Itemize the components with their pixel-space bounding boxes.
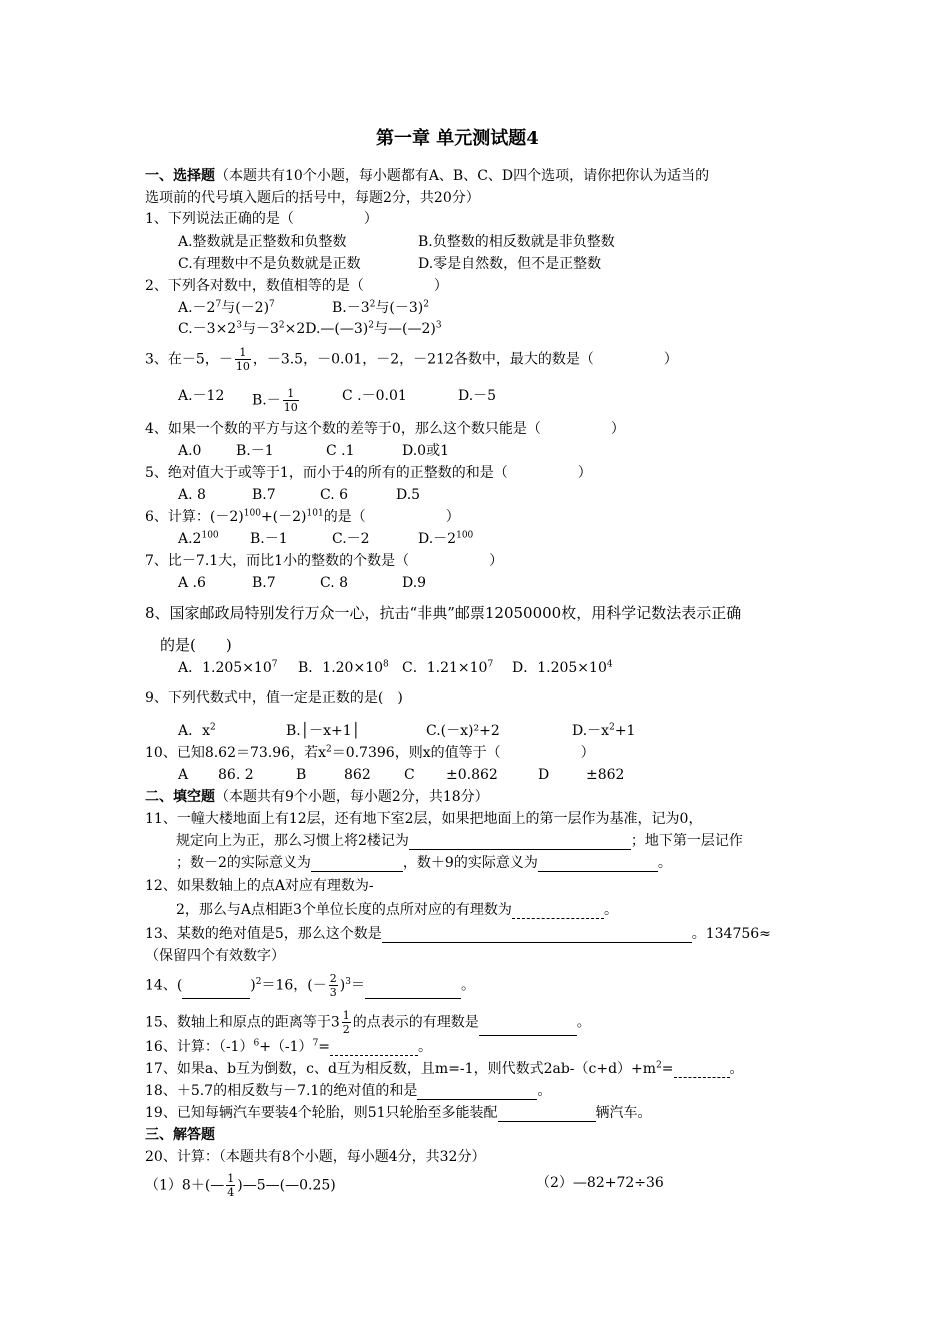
answer-blank[interactable] xyxy=(498,1121,596,1122)
q10-option-d-value: ±862 xyxy=(586,767,625,783)
q9-option-d: $D.-x^2+1$ xyxy=(572,722,636,739)
q20-part-2: （2）—82+72÷36 xyxy=(536,1175,664,1191)
q9-option-a: A．$x^2$ xyxy=(178,722,216,739)
q5-option-d: D.5 xyxy=(396,487,421,503)
q10-option-a-value: 86. 2 xyxy=(218,767,254,783)
fraction: $\frac{1}{10}$ xyxy=(235,346,250,373)
fraction: $\frac{1}{10}$ xyxy=(283,387,298,414)
answer-blank[interactable] xyxy=(365,998,461,999)
q8-option-d: D．$1.205\times 10^4$ xyxy=(512,659,613,676)
fraction: $\frac{1}{2}$ xyxy=(342,1009,350,1036)
question-1: 1、下列说法正确的是（ ） xyxy=(145,211,378,227)
q4-option-a: A.0 xyxy=(178,443,202,459)
q5-option-c: C. 6 xyxy=(320,487,349,503)
question-11-line-3: ；数－2的实际意义为 ，数＋9的实际意义为 。 xyxy=(176,855,672,871)
q4-option-b: B.－1 xyxy=(236,443,274,459)
question-17: 17、如果a、b互为倒数，c、d互为相反数，且m=-1，则代数式$2ab-(c+d)+m^2=$ 。 xyxy=(145,1060,744,1077)
answer-blank[interactable] xyxy=(674,1077,730,1078)
q20-part-1: （1）8＋(— $\frac{1}{4}$ )—5—(—0.25) xyxy=(145,1172,336,1199)
q1-option-c: C.有理数中不是负数就是正数 xyxy=(178,256,361,272)
q9-option-b: B.│－x+1│ xyxy=(286,723,361,739)
q2-option-b: $B.-3^2$与$(-3)^2$ xyxy=(332,299,429,316)
question-16: 16、计算：$(-1)^6+(-1)^7=$ 。 xyxy=(145,1038,433,1055)
fraction: $\frac{1}{4}$ xyxy=(227,1172,235,1199)
q6-option-b: B.－1 xyxy=(250,531,288,547)
question-10: 10、已知8.62＝73.96，若$x^2=0.7396$，则x的值等于（ ） xyxy=(145,744,595,761)
answer-blank[interactable] xyxy=(311,871,403,872)
q2-option-a: $A.-2^7$与$(-2)^7$ xyxy=(178,299,275,316)
question-12-line-2: 2，那么与A点相距3个单位长度的点所对应的有理数为 。 xyxy=(176,902,618,918)
q6-option-d: $D.-2^{100}$ xyxy=(418,530,474,547)
answer-blank[interactable] xyxy=(409,849,631,850)
section-2-heading: 二、填空题（本题共有9个小题，每小题2分，共18分） xyxy=(145,789,489,805)
answer-blank[interactable] xyxy=(417,1099,537,1100)
q7-option-d: D.9 xyxy=(402,575,427,591)
question-11: 11、一幢大楼地面上有12层，还有地下室2层，如果把地面上的第一层作为基准，记为0， xyxy=(145,811,703,827)
q8-option-a: A．$1.205\times 10^7$ xyxy=(178,659,278,676)
q8-option-c: C．$1.21\times 10^7$ xyxy=(402,659,494,676)
q10-option-d: D xyxy=(538,767,550,783)
q2-option-cd: $C.-3\times 2^3$与$-3^2\times 2D.—(—3)^2$与—(—2)$^3$ xyxy=(178,320,442,337)
q5-option-b: B.7 xyxy=(252,487,276,503)
q3-option-c: C .－0.01 xyxy=(342,388,407,404)
question-20: 20、计算：（本题共有8个小题，每小题4分，共32分） xyxy=(145,1149,486,1165)
q10-option-b-value: 862 xyxy=(344,767,371,783)
q1-option-b: B.负整数的相反数就是非负整数 xyxy=(418,234,615,250)
question-6: 6、计算：$(-2)^{100}+(-2)^{101}$的是（ ） xyxy=(145,508,460,525)
q10-option-b: B xyxy=(296,767,307,783)
question-14: 14、( )$^2$＝16，(－ $\frac{2}{3}$ )$^3$＝ 。 xyxy=(145,972,475,999)
q6-option-a: $A.2^{100}$ xyxy=(178,530,219,547)
question-3: 3、在－5，－ $\frac{1}{10}$ ，－3.5，－0.01，－2，－212各数中，最大的数是（ ） xyxy=(145,346,678,373)
question-5: 5、绝对值大于或等于1，而小于4的所有的正整数的和是（ ） xyxy=(145,465,592,481)
question-15: 15、数轴上和原点的距离等于3 $\frac{1}{2}$ 的点表示的有理数是 。 xyxy=(145,1009,591,1036)
question-19: 19、已知每辆汽车要装4个轮胎，则51只轮胎至多能装配 辆汽车。 xyxy=(145,1105,652,1121)
q10-option-c-value: ±0.862 xyxy=(446,767,498,783)
q4-option-c: C .1 xyxy=(326,443,355,459)
question-7: 7、比－7.1大，而比1小的整数的个数是（ ） xyxy=(145,553,504,569)
answer-blank[interactable] xyxy=(538,871,658,872)
question-4: 4、如果一个数的平方与这个数的差等于0，那么这个数只能是（ ） xyxy=(145,421,625,437)
answer-blank[interactable] xyxy=(330,1055,418,1056)
answer-blank[interactable] xyxy=(382,942,692,943)
q10-option-c: C xyxy=(404,767,415,783)
question-13: 13、某数的绝对值是5，那么这个数是 。134756≈ xyxy=(145,926,771,942)
question-11-line-2: 规定向上为正，那么习惯上将2楼记为 ；地下第一层记作 xyxy=(176,833,743,849)
answer-blank[interactable] xyxy=(182,998,250,999)
question-12: 12、如果数轴上的点A对应有理数为- xyxy=(145,878,374,894)
question-13-line-2: （保留四个有效数字） xyxy=(145,948,285,964)
q7-option-a: A .6 xyxy=(178,575,206,591)
fraction: $\frac{2}{3}$ xyxy=(329,972,337,999)
section-3-heading: 三、解答题 xyxy=(145,1127,215,1143)
q3-option-a: A.－12 xyxy=(178,388,225,404)
q7-option-c: C. 8 xyxy=(320,575,349,591)
question-2: 2、下列各对数中，数值相等的是（ ） xyxy=(145,278,448,294)
q6-option-c: C.－2 xyxy=(332,531,370,547)
q7-option-b: B.7 xyxy=(252,575,276,591)
question-9: 9、下列代数式中，值一定是正数的是( ) xyxy=(145,690,403,706)
q5-option-a: A. 8 xyxy=(178,487,206,503)
answer-blank[interactable] xyxy=(479,1035,577,1036)
q1-option-d: D.零是自然数，但不是正整数 xyxy=(418,256,602,272)
section-1-note: 选项前的代号填入题后的括号中，每题2分，共20分） xyxy=(145,190,480,206)
question-18: 18、＋5.7的相反数与－7.1的绝对值的和是 。 xyxy=(145,1083,552,1099)
q9-option-c: C.(－x)²+2 xyxy=(426,723,500,739)
q10-option-a: A xyxy=(178,767,189,783)
q3-option-b: B.－ $\frac{1}{10}$ xyxy=(252,387,298,414)
q1-option-a: A.整数就是正整数和负整数 xyxy=(178,234,347,250)
q3-option-d: D.－5 xyxy=(458,388,497,404)
page-title: 第一章 单元测试题4 xyxy=(376,128,539,149)
question-8: 8、国家邮政局特别发行万众一心，抗击“非典”邮票12050000枚，用科学记数法表示正确 xyxy=(145,604,742,622)
q8-option-b: B．$1.20\times 10^8$ xyxy=(298,659,389,676)
answer-blank[interactable] xyxy=(512,918,604,919)
section-1-heading: 一、选择题（本题共有10个小题，每小题都有A、B、C、D四个选项，请你把你认为适当的 xyxy=(145,168,710,184)
q4-option-d: D.0或1 xyxy=(402,443,449,459)
question-8-cont: 的是( ) xyxy=(160,636,232,654)
